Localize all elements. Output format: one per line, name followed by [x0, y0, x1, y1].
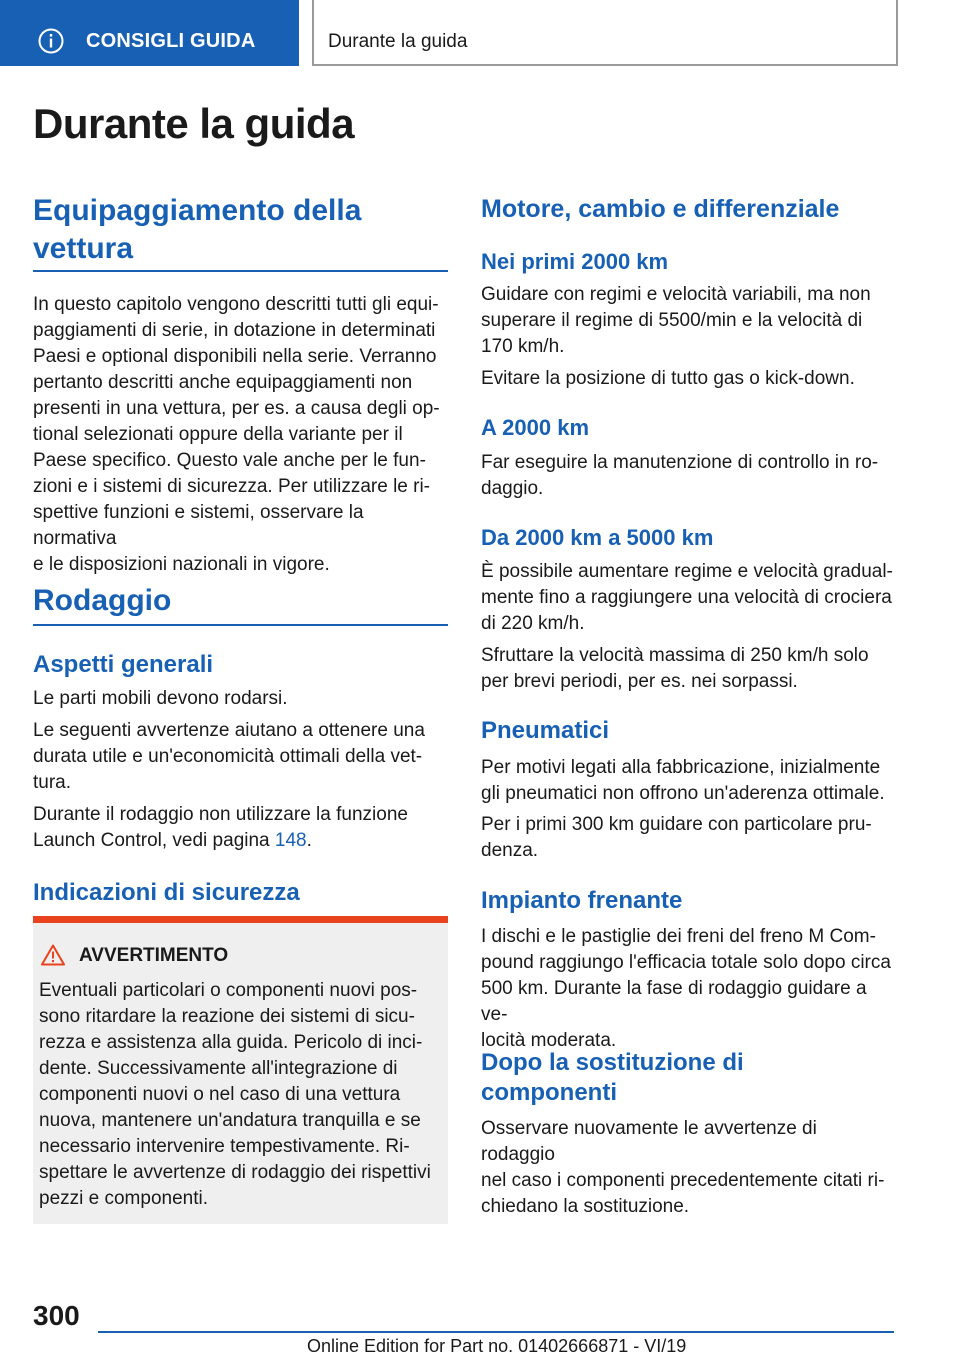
info-icon: [38, 28, 64, 54]
text-line: pound raggiungo l'efficacia totale solo dopo circa: [481, 952, 891, 973]
tyres-paragraph-2: [481, 812, 896, 864]
brakes-heading: Impianto frenante: [481, 887, 683, 914]
text-line: I dischi e le pastiglie dei freni del freno M Com‐: [481, 926, 876, 947]
text-line: Guidare con regimi e velocità variabili, ma non: [481, 284, 871, 305]
at-2000-heading: A 2000 km: [481, 415, 590, 440]
text-line: 500 km. Durante la fase di rodaggio guidare a ve‐: [481, 978, 867, 1025]
text-line: paggiamenti di serie, in dotazione in determinati: [33, 320, 436, 341]
text-line: Paesi e optional disponibili nella serie. Verranno: [33, 346, 437, 367]
general-paragraph-1: Le parti mobili devono rodarsi.: [33, 688, 288, 709]
text-line: È possibile aumentare regime e velocità gradual‐: [481, 561, 893, 582]
text-line: dente. Successivamente all'integrazione di: [39, 1058, 398, 1079]
text-line: sono ritardare la reazione dei sistemi di sicu‐: [39, 1006, 415, 1027]
equipment-heading-rule: [33, 270, 448, 272]
tyres-heading: Pneumatici: [481, 717, 610, 744]
text-line: nel caso i componenti precedentemente citati ri‐: [481, 1170, 885, 1191]
text-line: Eventuali particolari o componenti nuovi pos‐: [39, 980, 418, 1001]
text-line: tional selezionati oppure della variante per il: [33, 424, 403, 445]
text-line: e le disposizioni nazionali in vigore.: [33, 554, 330, 575]
text-line: di 220 km/h.: [481, 613, 585, 634]
text-line: locità moderata.: [481, 1030, 617, 1051]
general-heading: Aspetti generali: [33, 651, 214, 678]
equipment-heading-line-1: Equipaggiamento della: [33, 194, 362, 227]
page-number: 300: [33, 1300, 80, 1331]
text-line: daggio.: [481, 478, 544, 499]
warning-title: AVVERTIMENTO: [79, 945, 229, 966]
text-line: Far eseguire la manutenzione di controllo in ro‐: [481, 452, 879, 473]
first-2000-heading: Nei primi 2000 km: [481, 249, 669, 274]
text-line: mente fino a raggiungere una velocità di crociera: [481, 587, 892, 608]
first-2000-paragraph-2: Evitare la posizione di tutto gas o kick-down.: [481, 368, 855, 389]
from-2000-paragraph-1: [481, 559, 896, 637]
footer-rule: [98, 1331, 894, 1333]
breadcrumb: [312, 0, 898, 66]
replacement-heading: [481, 1048, 744, 1108]
top-header: [0, 0, 960, 66]
text-line: zioni e i sistemi di sicurezza. Per utilizzare le ri‐: [33, 476, 431, 497]
text-span: .: [306, 830, 312, 851]
from-2000-heading: Da 2000 km a 5000 km: [481, 525, 714, 550]
page-title: Durante la guida: [33, 100, 355, 147]
text-line: pertanto descritti anche equipaggiamenti non: [33, 372, 413, 393]
text-line: tura.: [33, 772, 72, 793]
replacement-heading-line-2: componenti: [481, 1079, 617, 1106]
text-span: Launch Control, vedi pagina: [33, 830, 275, 851]
first-2000-paragraph-1: [481, 282, 896, 360]
text-line: chiedano la sostituzione.: [481, 1196, 690, 1217]
text-line: In questo capitolo vengono descritti tutti gli equi‐: [33, 294, 439, 315]
text-line: necessario intervenire tempestivamente. Ri‐: [39, 1136, 410, 1157]
footer-edition: Online Edition for Part no. 01402666871 - VI/19: [307, 1336, 687, 1356]
text-line: denza.: [481, 840, 539, 861]
section-label: CONSIGLI GUIDA: [86, 30, 256, 52]
general-paragraph-2: [33, 718, 448, 796]
equipment-heading: [33, 192, 361, 268]
text-line: Per motivi legati alla fabbricazione, inizialmente: [481, 757, 881, 778]
at-2000-paragraph: [481, 450, 896, 502]
replacement-heading-line-1: Dopo la sostituzione di: [481, 1049, 744, 1076]
text-line: componenti nuovi o nel caso di una vettura: [39, 1084, 401, 1105]
text-line: rezza e assistenza alla guida. Pericolo di inci‐: [39, 1032, 423, 1053]
equipment-paragraph: [33, 292, 448, 578]
text-line: superare il regime di 5500/min e la velocità di: [481, 310, 863, 331]
warning-bar: [33, 916, 448, 923]
text-line: Le seguenti avvertenze aiutano a ottenere una: [33, 720, 425, 741]
page-link[interactable]: 148: [274, 830, 307, 851]
text-line: pezzi e componenti.: [39, 1188, 208, 1209]
text-line: nuova, mantenere un'andatura tranquilla e se: [39, 1110, 421, 1131]
text-line: [33, 828, 448, 854]
text-line: Osservare nuovamente le avvertenze di rodaggio: [481, 1118, 817, 1165]
text-line: Paese specifico. Questo vale anche per le fun‐: [33, 450, 426, 471]
rodaggio-heading-rule: [33, 624, 448, 626]
engine-heading: Motore, cambio e differenziale: [481, 195, 840, 223]
text-line: Per i primi 300 km guidare con particolare pru‐: [481, 814, 872, 835]
tyres-paragraph-1: [481, 755, 896, 807]
section-tab[interactable]: [0, 0, 299, 66]
from-2000-paragraph-2: [481, 643, 896, 695]
warning-box: [33, 916, 448, 1224]
text-line: Sfruttare la velocità massima di 250 km/h solo: [481, 645, 869, 666]
safety-heading: Indicazioni di sicurezza: [33, 879, 300, 906]
text-line: 170 km/h.: [481, 336, 565, 357]
text-line: Durante il rodaggio non utilizzare la funzione: [33, 804, 408, 825]
warning-triangle-icon: [41, 944, 65, 966]
general-paragraph-3: [33, 802, 448, 854]
text-line: spettive funzioni e sistemi, osservare la normativa: [33, 502, 364, 549]
text-line: per brevi periodi, per es. nei sorpassi.: [481, 671, 798, 692]
brakes-paragraph: [481, 924, 896, 1054]
rodaggio-heading: Rodaggio: [33, 584, 172, 617]
text-line: gli pneumatici non offrono un'aderenza ottimale.: [481, 783, 885, 804]
equipment-heading-line-2: vettura: [33, 232, 134, 265]
text-line: spettare le avvertenze di rodaggio dei rispettivi: [39, 1162, 431, 1183]
replacement-paragraph: [481, 1116, 896, 1220]
text-line: presenti in una vettura, per es. a causa degli op‐: [33, 398, 440, 419]
breadcrumb-text: Durante la guida: [328, 31, 468, 52]
warning-text: [39, 978, 439, 1212]
text-line: durata utile e un'economicità ottimali della vet‐: [33, 746, 423, 767]
